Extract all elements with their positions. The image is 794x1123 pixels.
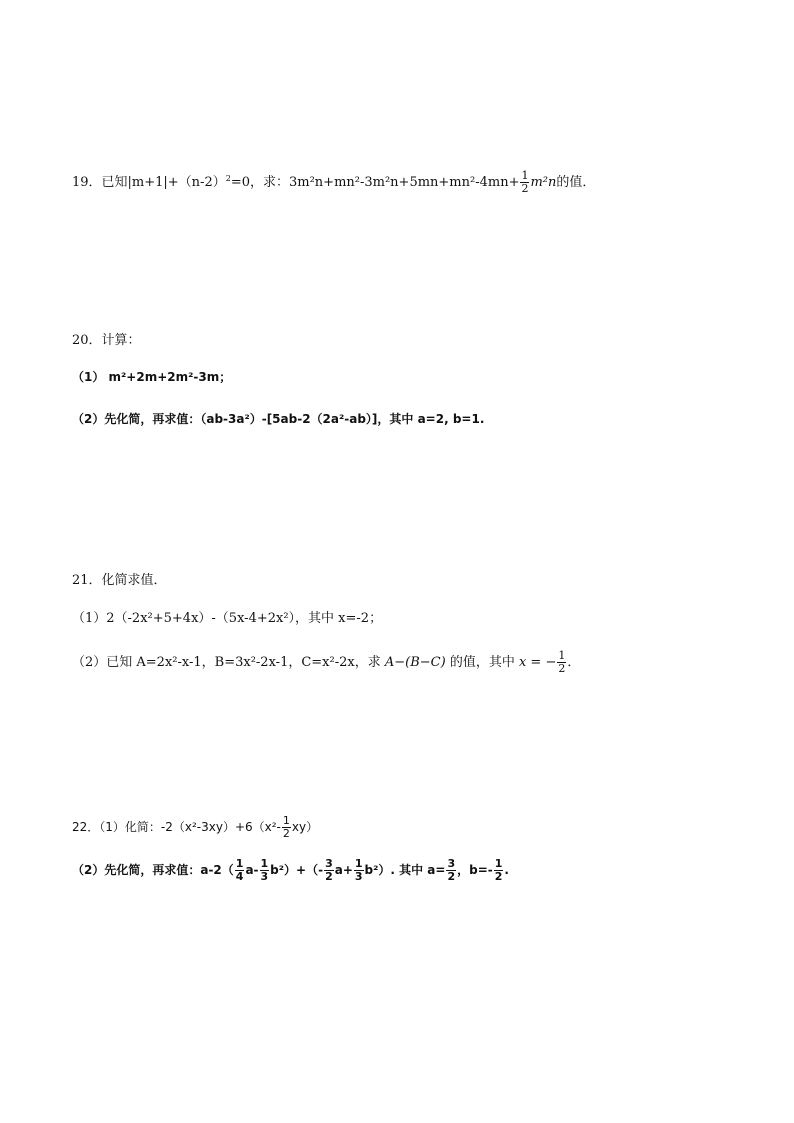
q22-p2-text-f: ，b=- xyxy=(457,863,493,877)
q22-p2-text-c: b²）+（- xyxy=(270,863,324,877)
q22-p1-frac-den: 2 xyxy=(282,827,290,840)
q20-part2: （2）先化简，再求值：（ab-3a²）-[5ab-2（2a²-ab）]，其中 a=2, b=1. xyxy=(72,412,485,426)
q22-p2-fraction-5 xyxy=(446,858,456,883)
q21-frac-num: 1 xyxy=(558,649,566,662)
question-19 xyxy=(72,170,595,195)
q21-part1: （1）2（-2x²+5+4x）-（5x-4+2x²），其中 x=-2； xyxy=(72,611,383,626)
q22-p2-fraction-3 xyxy=(324,858,334,883)
q22-part2 xyxy=(72,858,509,883)
q22-p2-text-e: b²）. 其中 a= xyxy=(364,863,446,877)
q21-p2-end: ． xyxy=(567,655,581,670)
q22-part1 xyxy=(72,815,318,840)
q21-title: 21．化简求值． xyxy=(72,573,167,588)
q21-frac-den: 2 xyxy=(558,662,566,675)
q22-p2-fraction-6 xyxy=(494,858,504,883)
q19-exponent: 2 xyxy=(225,174,231,183)
q21-p2-text-a: （2）已知 A=2x²-x-1，B=3x²-2x-1，C=x²-2x，求 xyxy=(72,655,385,670)
q21-part2 xyxy=(72,650,580,675)
q22-f2-den: 3 xyxy=(260,870,269,883)
q19-fraction xyxy=(520,170,529,195)
q21-p2-x: x = − xyxy=(518,655,557,670)
q19-suffix: 的值． xyxy=(556,175,596,190)
q22-p2-fraction-1 xyxy=(235,858,245,883)
q19-term: m²n xyxy=(530,175,557,190)
q22-f6-num: 1 xyxy=(494,857,503,870)
q22-p2-text-g: . xyxy=(504,863,509,877)
q22-p1-text-b: xy） xyxy=(291,820,319,834)
q21-fraction xyxy=(557,650,566,675)
q22-f5-num: 3 xyxy=(447,857,456,870)
q22-p2-fraction-4 xyxy=(354,858,364,883)
q21-p2-text-b: 的值，其中 xyxy=(445,655,519,670)
q22-p1-fraction xyxy=(282,815,291,840)
q22-f4-num: 1 xyxy=(354,857,363,870)
q19-frac-num: 1 xyxy=(521,169,529,182)
q21-p2-expression: A−(B−C) xyxy=(384,655,446,670)
q22-f1-den: 4 xyxy=(235,870,244,883)
q22-p2-text-a: （2）先化简，再求值：a-2（ xyxy=(72,863,234,877)
q22-f5-den: 2 xyxy=(447,870,456,883)
q22-f3-den: 2 xyxy=(325,870,333,883)
q22-p2-text-b: a- xyxy=(245,863,259,877)
q22-f2-num: 1 xyxy=(260,857,269,870)
q22-f1-num: 1 xyxy=(235,857,244,870)
q19-frac-den: 2 xyxy=(521,182,529,195)
q19-expression: =0，求：3m²n+mn²-3m²n+5mn+mn²-4mn+ xyxy=(230,175,520,190)
q19-prefix: 19．已知|m+1|+（n-2） xyxy=(72,175,226,190)
q22-p1-frac-num: 1 xyxy=(282,814,290,827)
q22-f4-den: 3 xyxy=(354,870,363,883)
q22-f3-num: 3 xyxy=(325,857,333,870)
q22-p2-fraction-2 xyxy=(260,858,270,883)
q22-f6-den: 2 xyxy=(494,870,503,883)
q20-part1: （1） m²+2m+2m²-3m； xyxy=(72,370,232,384)
q22-p2-text-d: a+ xyxy=(334,863,353,877)
q22-p1-text-a: 22．（1）化简：-2（x²-3xy）+6（x²- xyxy=(72,820,281,834)
q20-title: 20．计算： xyxy=(72,333,141,348)
